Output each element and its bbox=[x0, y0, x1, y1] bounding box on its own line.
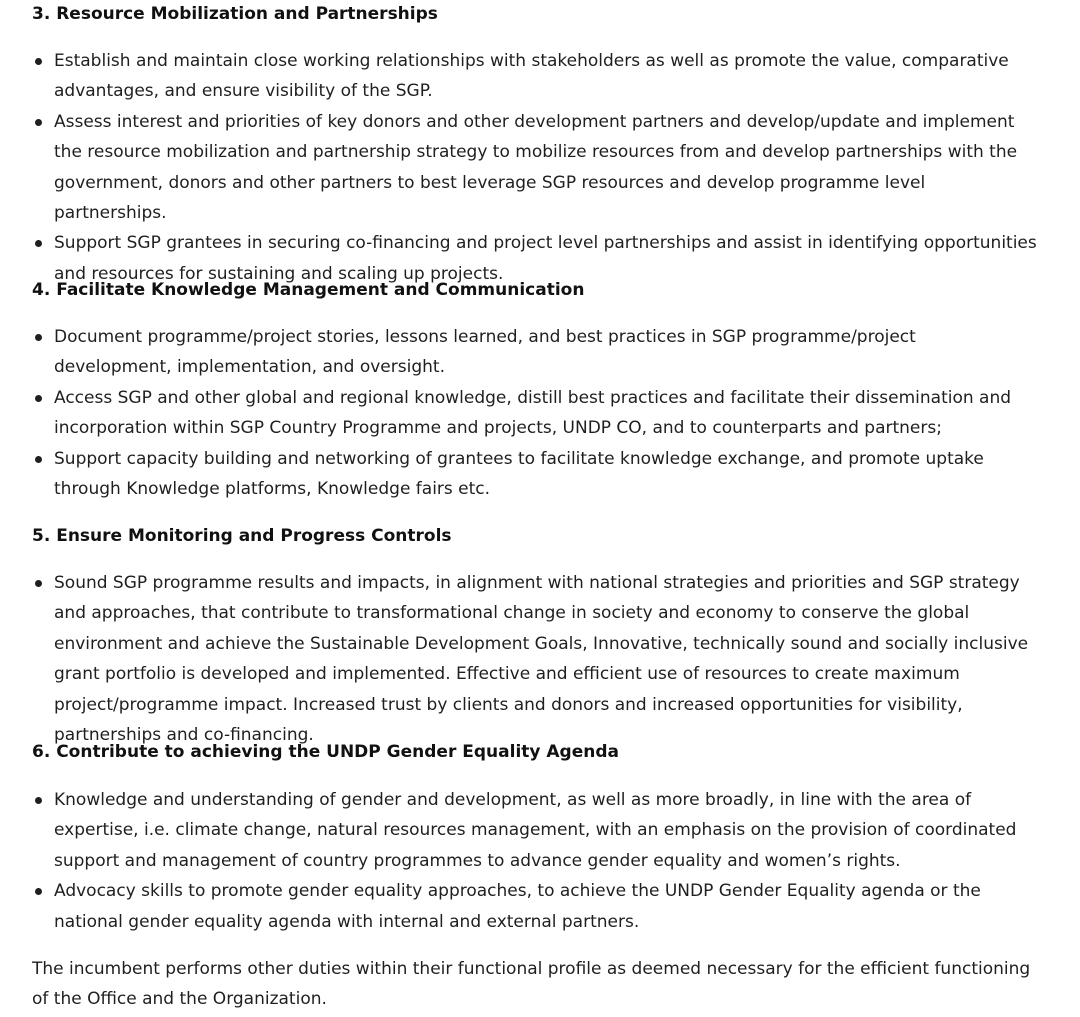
bullet-icon bbox=[35, 797, 42, 804]
list-item bbox=[32, 876, 1038, 937]
list-item bbox=[32, 383, 1038, 444]
list-item-text: Establish and maintain close working relationships with stakeholders as well as promote the value, comparative advantages, and ensure visibility of the SGP. bbox=[54, 51, 1009, 102]
bullet-icon bbox=[35, 334, 42, 341]
list-item-text: Sound SGP programme results and impacts, in alignment with national strategies and priorities and SGP strategy and approaches, that contribute to transformational change in society and economy to conserve the global environment and achieve the Sustainable Development Goals, Innovative, technically sound and socially inclusive grant portfolio is developed and implemented. Effective and efficient use of resources to create maximum project/programme impact. Increased trust by clients and donors and increased opportunities for visibility, partnerships and co-financing. bbox=[54, 573, 1029, 746]
section-heading-gender-equality: 6. Contribute to achieving the UNDP Gender Equality Agenda bbox=[32, 742, 619, 762]
bullet-icon bbox=[35, 888, 42, 895]
bullet-icon bbox=[35, 395, 42, 402]
section-heading-knowledge-management: 4. Facilitate Knowledge Management and Communication bbox=[32, 280, 585, 300]
list-item-text: Access SGP and other global and regional knowledge, distill best practices and facilitate their dissemination and incorporation within SGP Country Programme and projects, UNDP CO, and to counterparts and partners; bbox=[54, 387, 1012, 439]
bullet-icon bbox=[35, 240, 42, 247]
monitoring-list bbox=[32, 568, 1038, 750]
bullet-icon bbox=[35, 119, 42, 126]
section-heading-monitoring: 5. Ensure Monitoring and Progress Controls bbox=[32, 526, 452, 546]
list-item-text: Support SGP grantees in securing co-financing and project level partnerships and assist in identifying opportunities and resources for sustaining and scaling up projects. bbox=[54, 233, 1037, 284]
list-item bbox=[32, 107, 1038, 229]
bullet-icon bbox=[35, 580, 42, 587]
list-item-text: Assess interest and priorities of key donors and other development partners and develop/update and implement the resource mobilization and partnership strategy to mobilize resources from and develop partnerships with the government, donors and other partners to best leverage SGP resources and develop programme level partnerships. bbox=[54, 111, 1018, 224]
section-heading-resource-mobilization: 3. Resource Mobilization and Partnerships bbox=[32, 4, 438, 24]
knowledge-management-list bbox=[32, 322, 1038, 504]
gender-equality-list bbox=[32, 785, 1038, 937]
list-item-text: Document programme/project stories, lessons learned, and best practices in SGP programme/project development, implementation, and oversight. bbox=[54, 327, 916, 378]
bullet-icon bbox=[35, 58, 42, 65]
list-item-text: Support capacity building and networking of grantees to facilitate knowledge exchange, and promote uptake through Knowledge platforms, Knowledge fairs etc. bbox=[54, 448, 984, 500]
list-item-text: Knowledge and understanding of gender and development, as well as more broadly, in line with the area of expertise, i.e. climate change, natural resources management, with an emphasis on the provision of coordinated support and management of country programmes to advance gender equality and women’s rights. bbox=[54, 790, 1017, 871]
resource-mobilization-list bbox=[32, 46, 1038, 289]
list-item bbox=[32, 568, 1038, 750]
list-item bbox=[32, 785, 1038, 876]
bullet-icon bbox=[35, 456, 42, 463]
list-item bbox=[32, 322, 1038, 383]
list-item bbox=[32, 46, 1038, 107]
list-item-text: Advocacy skills to promote gender equality approaches, to achieve the UNDP Gender Equality agenda or the national gender equality agenda with internal and external partners. bbox=[54, 881, 981, 932]
closing-paragraph: The incumbent performs other duties within their functional profile as deemed necessary for the efficient functioning of the Office and the Organization. bbox=[32, 959, 1031, 1010]
list-item bbox=[32, 444, 1038, 505]
